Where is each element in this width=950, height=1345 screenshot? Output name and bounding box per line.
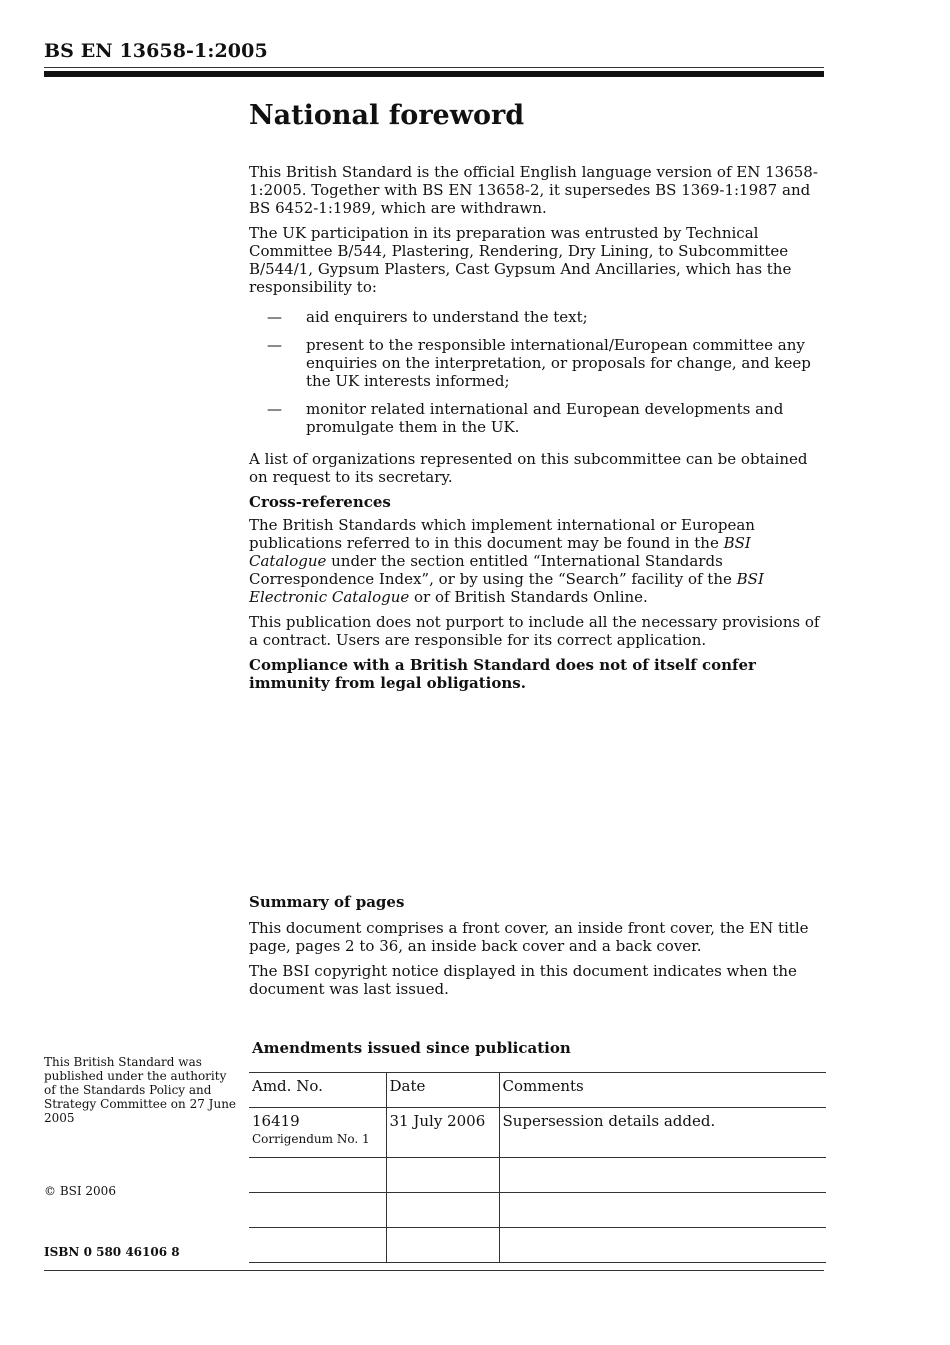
table-row (249, 1108, 826, 1158)
responsibility-list (249, 308, 827, 436)
empty-cell (249, 1193, 386, 1228)
empty-cell (386, 1228, 499, 1263)
dash-bullet: — (267, 308, 282, 326)
amd-note: Corrigendum No. 1 (252, 1132, 370, 1146)
empty-cell (499, 1158, 826, 1193)
bsi-catalogue-ref: BSI Catalogue (249, 534, 751, 570)
list-item-text: monitor related international and European developments and promulgate them in the UK. (306, 400, 784, 436)
cell-amd-no (249, 1108, 386, 1158)
empty-cell (499, 1228, 826, 1263)
crossref-text-3: or of British Standards Online. (409, 588, 648, 606)
foreword-body (249, 163, 827, 699)
empty-cell (499, 1193, 826, 1228)
summary-heading: Summary of pages (249, 893, 405, 911)
compliance-statement: Compliance with a British Standard does not of itself confer immunity from legal obligations. (249, 656, 756, 692)
list-item (249, 400, 827, 436)
amendments-heading: Amendments issued since publication (252, 1039, 571, 1057)
list-item-text: aid enquirers to understand the text; (306, 308, 588, 326)
table-row (249, 1158, 826, 1193)
table-row (249, 1228, 826, 1263)
dash-bullet: — (267, 400, 282, 418)
summary-section (249, 893, 827, 1005)
list-item-text: present to the responsible international/European committee any enquiries on the interpretation, or proposals for change, and keep the UK interests informed; (306, 336, 811, 390)
crossref-text-1: The British Standards which implement international or European publications referred to in this document may be found in the (249, 516, 755, 552)
summary-paragraph-1: This document comprises a front cover, an inside front cover, the EN title page, pages 2 to 36, an inside back cover and a back cover. (249, 919, 809, 955)
amd-number: 16419 (252, 1112, 300, 1130)
header-rule-thick (44, 71, 824, 77)
crossref-text-2: under the section entitled “International Standards Correspondence Index”, or by using the “Search” facility of the (249, 552, 737, 588)
organizations-paragraph: A list of organizations represented on this subcommittee can be obtained on request to its secretary. (249, 450, 808, 486)
empty-cell (386, 1193, 499, 1228)
copyright-notice: © BSI 2006 (44, 1184, 116, 1198)
empty-cell (249, 1228, 386, 1263)
column-header-comments: Comments (499, 1073, 826, 1108)
provisions-paragraph: This publication does not purport to include all the necessary provisions of a contract. Users are responsible for its correct application. (249, 613, 820, 649)
amendments-table (249, 1072, 826, 1263)
list-item (249, 336, 827, 390)
header-rule-thin (44, 67, 824, 68)
isbn-number: ISBN 0 580 46106 8 (44, 1245, 180, 1259)
summary-paragraph-2: The BSI copyright notice displayed in this document indicates when the document was last issued. (249, 962, 797, 998)
column-header-amd-no: Amd. No. (249, 1073, 386, 1108)
committee-paragraph: The UK participation in its preparation was entrusted by Technical Committee B/544, Plastering, Rendering, Dry Lining, to Subcommittee B/544/1, Gypsum Plasters, Cast Gypsum And Ancillaries, which has the responsibility to: (249, 224, 792, 296)
list-item (249, 308, 827, 326)
crossref-paragraph (249, 516, 827, 606)
page-title: National foreword (249, 100, 525, 131)
footer-rule (44, 1270, 824, 1271)
table-row (249, 1193, 826, 1228)
dash-bullet: — (267, 336, 282, 354)
cell-comments: Supersession details added. (499, 1108, 826, 1158)
table-header-row (249, 1073, 826, 1108)
document-id: BS EN 13658-1:2005 (44, 40, 268, 62)
publication-note: This British Standard was published under the authority of the Standards Policy and Strategy Committee on 27 June 2005 (44, 1055, 237, 1125)
empty-cell (249, 1158, 386, 1193)
crossref-heading: Cross-references (249, 493, 391, 511)
column-header-date: Date (386, 1073, 499, 1108)
bsi-electronic-catalogue-ref: BSI Electronic Catalogue (249, 570, 764, 606)
cell-date: 31 July 2006 (386, 1108, 499, 1158)
empty-cell (386, 1158, 499, 1193)
intro-paragraph: This British Standard is the official English language version of EN 13658-1:2005. Together with BS EN 13658-2, it supersedes BS 1369-1:1987 and BS 6452-1:1989, which are withdrawn. (249, 163, 818, 217)
